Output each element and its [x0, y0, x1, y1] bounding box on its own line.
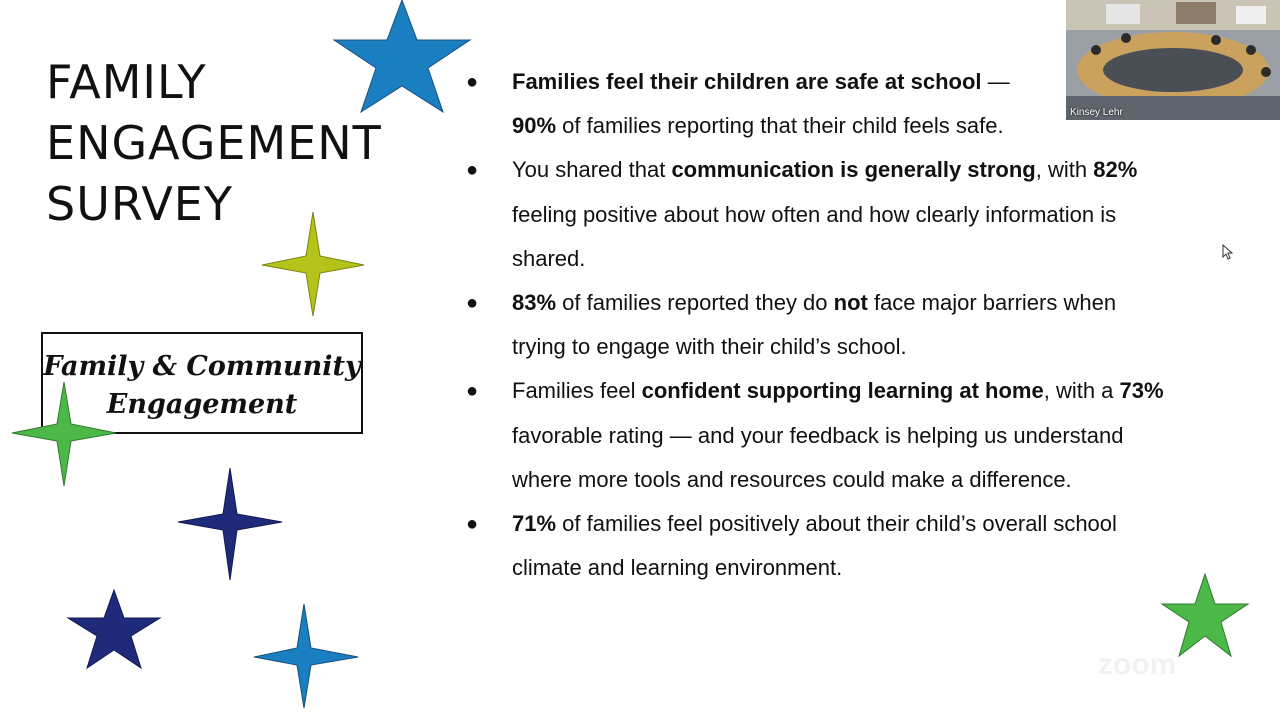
blue-star-icon [332, 0, 472, 118]
bullet-emphasis: 90% [512, 113, 557, 139]
bullet-item [466, 502, 1166, 590]
bullet-emphasis: 82% [1093, 157, 1138, 183]
navy-sparkle-icon [176, 466, 284, 584]
bullet-emphasis: communication is generally strong [671, 157, 1036, 183]
bullet-text: feeling positive about how often and how clearly information is shared. [512, 201, 1117, 271]
video-thumbnail[interactable] [1066, 0, 1280, 120]
zoom-watermark: zoom [1098, 648, 1177, 681]
bullet-text: — [981, 69, 1010, 94]
bullet-emphasis: 83% [512, 290, 557, 316]
bullet-emphasis: 73% [1119, 378, 1164, 404]
bullet-text: favorable rating — and your feedback is helping us understand where more tools and resources could make a difference. [512, 422, 1124, 492]
bullet-dot-icon: ● [466, 292, 479, 315]
blue-sparkle-icon [252, 602, 360, 712]
bullet-list [466, 60, 1166, 590]
bullet-emphasis: confident supporting learning at home [641, 378, 1044, 404]
bullet-dot-icon: ● [466, 159, 479, 182]
title-line: SURVEY [46, 177, 233, 231]
bullet-text: of families reported they do [556, 290, 834, 316]
bullet-text: , with [1035, 157, 1094, 183]
participant-name: Kinsey Lehr [1070, 107, 1123, 118]
bullet-emphasis: 71% [512, 511, 557, 537]
yellow-sparkle-icon [260, 210, 368, 320]
bullet-item [466, 148, 1166, 281]
mouse-cursor-icon [1222, 244, 1234, 260]
bullet-text: of families reporting that their child feels safe. [556, 113, 1004, 139]
bullet-dot-icon: ● [466, 380, 479, 403]
bullet-text: You shared that [512, 157, 672, 183]
meeting-room-image [1066, 0, 1280, 120]
bullet-item [466, 281, 1166, 369]
bullet-emphasis: Families feel their children are safe at school [512, 69, 982, 94]
bullet-text: face major barriers when trying to engage with their child’s school. [512, 290, 1117, 360]
bullet-item [466, 104, 1166, 148]
bullet-text: of families feel positively about their child’s overall school climate and learning environment. [512, 511, 1117, 581]
navy-star-icon [66, 588, 162, 672]
category-line: Family & Community [43, 351, 361, 382]
category-line: Engagement [106, 389, 298, 420]
bullet-item [466, 369, 1166, 502]
bullet-dot-icon: ● [466, 513, 479, 536]
bullet-dot-icon: ● [466, 71, 479, 93]
green-sparkle-icon [10, 380, 118, 490]
bullet-item [466, 60, 1166, 104]
bullet-emphasis: not [833, 290, 868, 316]
bullet-text: Families feel [512, 378, 642, 404]
title-line: ENGAGEMENT [46, 116, 382, 170]
title-line: FAMILY [46, 55, 207, 109]
bullet-text: , with a [1043, 378, 1120, 404]
